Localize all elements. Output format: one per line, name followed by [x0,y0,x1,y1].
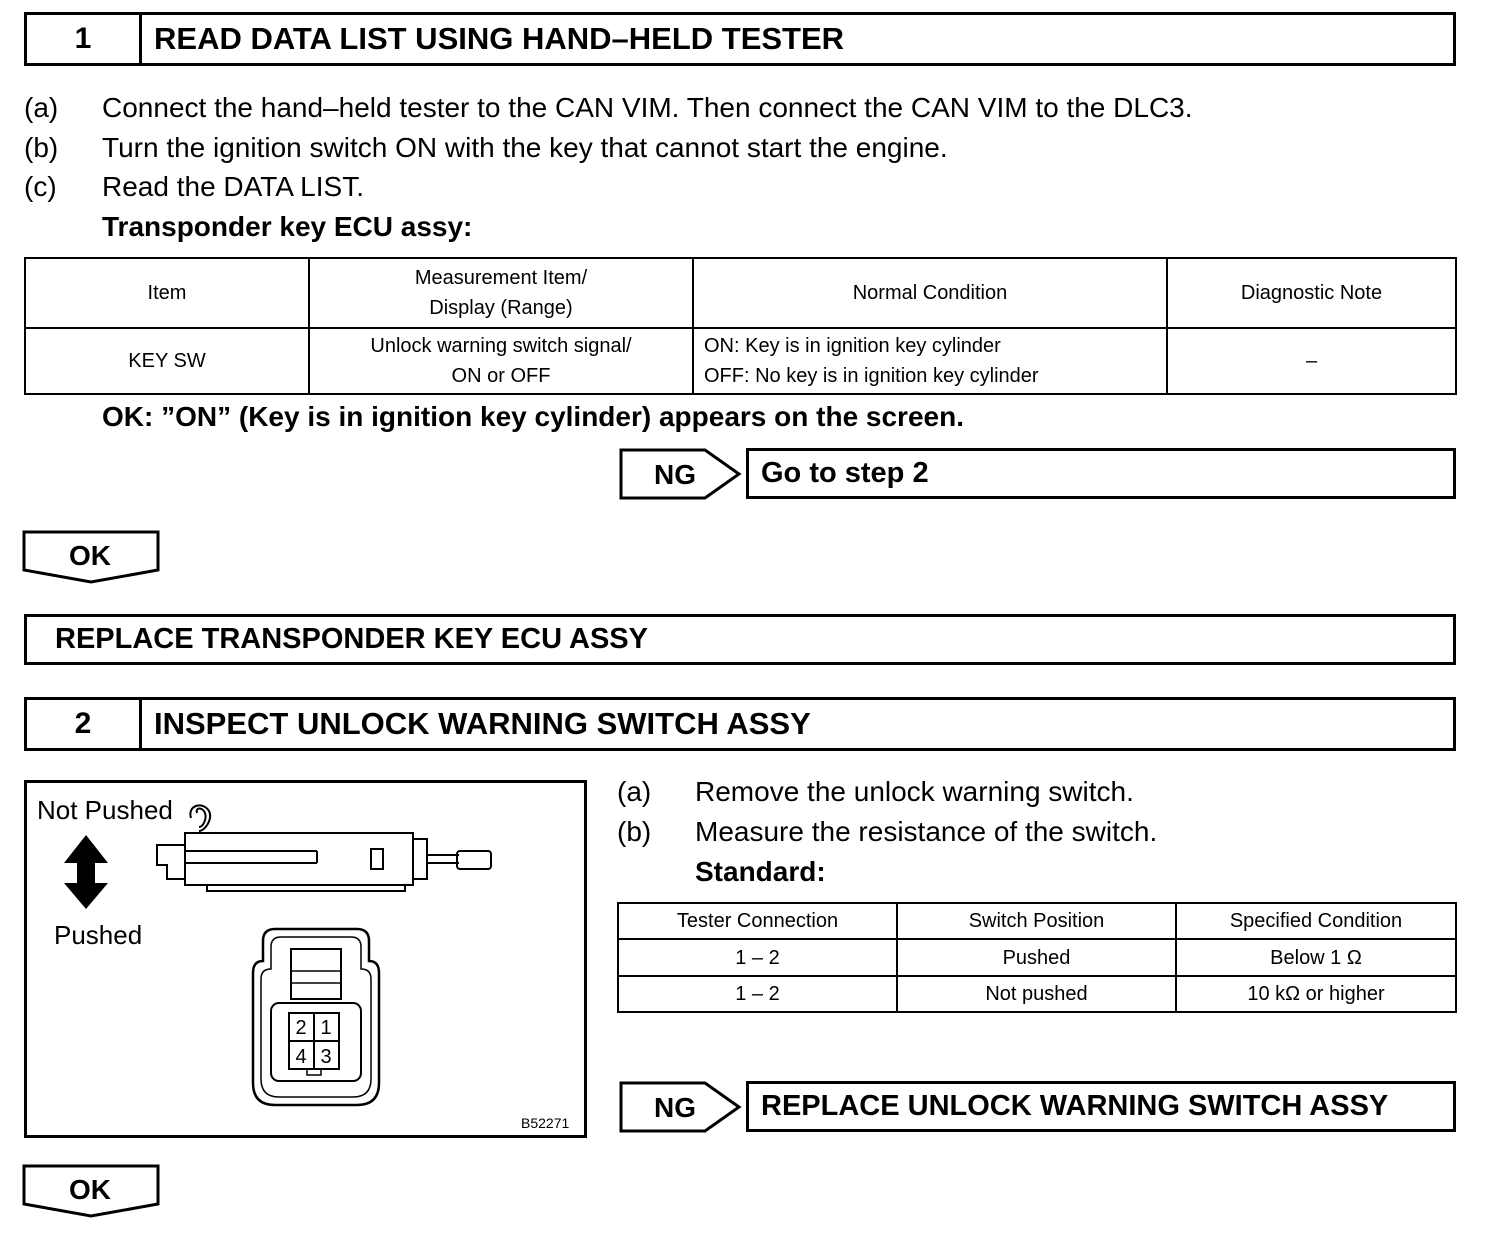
replace-transponder-text: REPLACE TRANSPONDER KEY ECU ASSY [55,623,648,655]
step1-title: READ DATA LIST USING HAND–HELD TESTER [154,21,845,56]
table-row [618,939,1456,976]
standard-label: Standard: [695,856,826,887]
cell-item: KEY SW [25,328,309,394]
cell-normal-line2: OFF: No key is in ignition key cylinder [704,365,1039,387]
cell-measurement-line2: ON or OFF [451,365,551,387]
header-specified-condition: Specified Condition [1176,903,1456,939]
switch-figure [24,780,587,1138]
table-row [618,976,1456,1012]
step2-ok-arrow [22,1164,162,1218]
header-tester-connection: Tester Connection [618,903,897,939]
step2-header [24,697,1456,751]
instruction-text: Read the DATA LIST. [102,171,364,202]
step1-ok-statement: OK: ”ON” (Key is in ignition key cylinder) appears on the screen. [102,401,964,432]
pin-2: 2 [295,1017,307,1039]
table-header-row [25,258,1456,328]
cell-tester-connection: 1 – 2 [618,939,897,976]
instruction-label: (a) [617,776,652,807]
header-normal-condition: Normal Condition [693,258,1167,328]
ok-label: OK [69,540,111,571]
label-pushed: Pushed [54,920,143,950]
step2-instruction-a [617,776,1134,808]
step2-number: 2 [27,700,142,748]
header-measurement-line2: Display (Range) [429,297,573,319]
step2-ng-action: REPLACE UNLOCK WARNING SWITCH ASSY [746,1081,1456,1132]
header-measurement-line1: Measurement Item/ [414,267,588,289]
instruction-text: Measure the resistance of the switch. [695,816,1158,847]
label-not-pushed: Not Pushed [37,795,173,825]
cell-specified-condition: Below 1 Ω [1176,939,1456,976]
connector-icon [253,929,379,1105]
instruction-text: Remove the unlock warning switch. [695,776,1134,807]
standard-table [617,902,1457,1013]
pin-3: 3 [320,1046,332,1068]
step1-ok-arrow [22,530,162,584]
step1-number: 1 [27,15,142,63]
header-switch-position: Switch Position [897,903,1176,939]
cell-normal-condition [693,328,1167,394]
cell-diagnostic-note: – [1167,328,1456,394]
header-measurement [309,258,693,328]
step1-ng-arrow [619,448,743,500]
step1-header [24,12,1456,66]
switch-body-icon [157,805,491,891]
cell-tester-connection: 1 – 2 [618,976,897,1012]
step1-instruction-a [24,92,1193,124]
data-list-table [24,257,1457,395]
step2-instruction-b [617,816,1157,848]
cell-normal-line1: ON: Key is in ignition key cylinder [704,335,1001,357]
cell-switch-position: Pushed [897,939,1176,976]
instruction-label: (c) [24,171,57,202]
instruction-text: Turn the ignition switch ON with the key that cannot start the engine. [102,132,948,163]
cell-measurement-line1: Unlock warning switch signal/ [370,335,632,357]
header-diagnostic-note: Diagnostic Note [1167,258,1456,328]
step2-title: INSPECT UNLOCK WARNING SWITCH ASSY [154,706,811,741]
table-header-row [618,903,1456,939]
double-arrow-icon [64,835,108,909]
cell-measurement [309,328,693,394]
table-row [25,328,1456,394]
step1-table-caption: Transponder key ECU assy: [102,211,473,242]
instruction-label: (b) [24,132,59,163]
header-item: Item [25,258,309,328]
step1-instruction-c [24,171,364,203]
ok-label: OK [69,1174,111,1205]
instruction-text: Connect the hand–held tester to the CAN VIM. Then connect the CAN VIM to the DLC3. [102,92,1193,123]
pin-1: 1 [320,1017,332,1039]
pin-4: 4 [295,1046,307,1068]
switch-drawing [27,783,584,1135]
step1-ng-action: Go to step 2 [746,448,1456,499]
step2-ng-arrow [619,1081,743,1133]
ng-label: NG [654,1092,696,1123]
instruction-label: (b) [617,816,652,847]
ng-label: NG [654,459,696,490]
replace-transponder-box [24,614,1456,665]
step1-instruction-b [24,132,948,164]
instruction-label: (a) [24,92,59,123]
figure-id: B52271 [521,1115,570,1131]
cell-specified-condition: 10 kΩ or higher [1176,976,1456,1012]
cell-switch-position: Not pushed [897,976,1176,1012]
